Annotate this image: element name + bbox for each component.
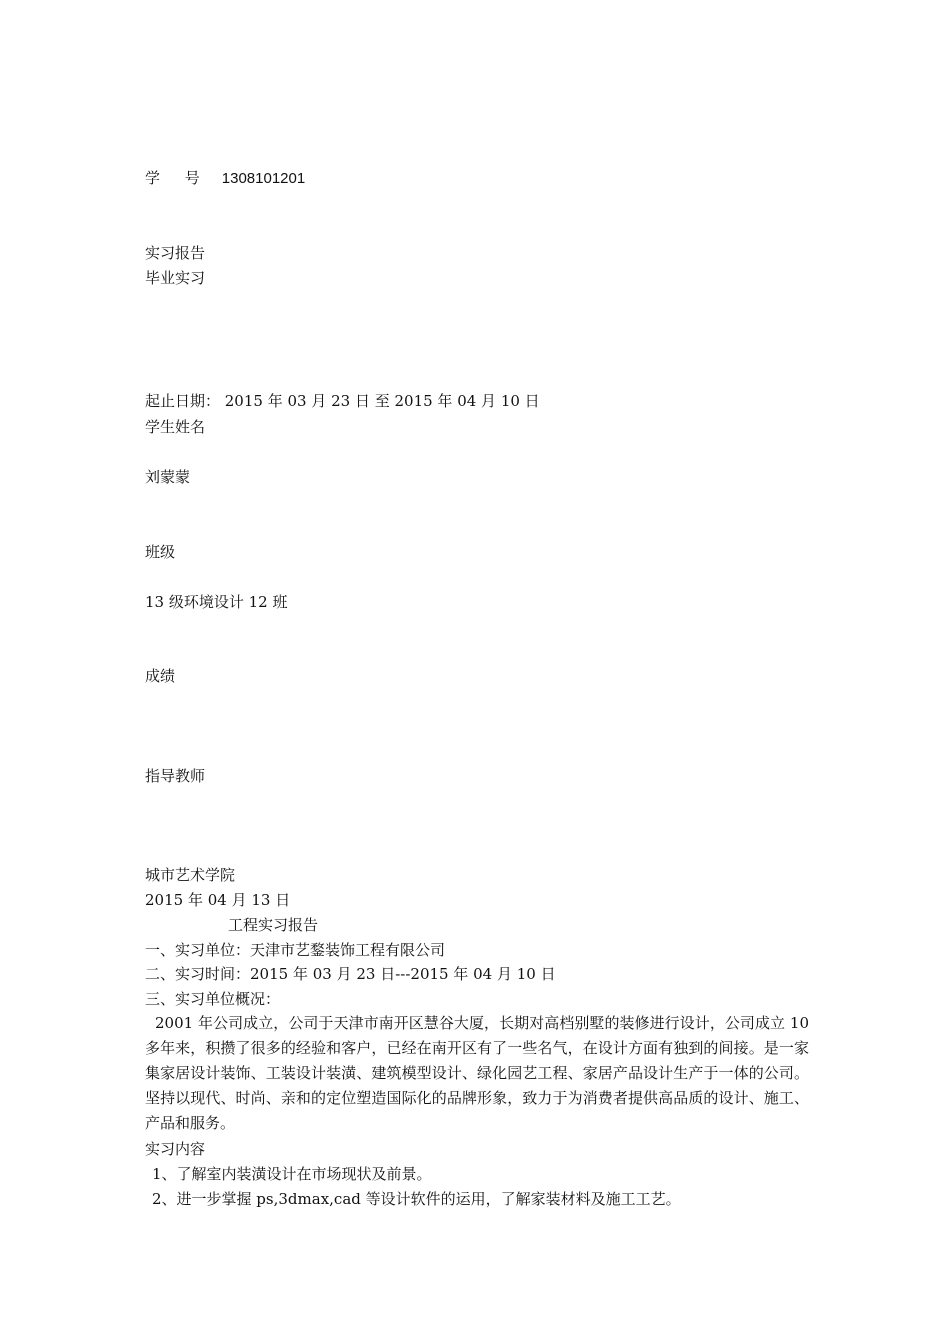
content-item: 2、进一步掌握 ps,3dmax,cad 等设计软件的运用，了解家装材料及施工工艺。 xyxy=(152,1190,681,1208)
student-name-value: 刘蒙蒙 xyxy=(145,468,191,486)
date-range: 起止日期： 2015 年 03 月 23 日 至 2015 年 04 月 10 日 xyxy=(145,392,540,410)
class-label: 班级 xyxy=(145,543,176,561)
student-id-row xyxy=(145,168,305,189)
report-title: 实习报告 xyxy=(145,244,206,262)
overview-heading: 三、实习单位概况： xyxy=(145,990,281,1008)
content-heading: 实习内容 xyxy=(145,1140,206,1158)
student-id-label: 学 号 xyxy=(145,169,210,187)
student-id-value: 1308101201 xyxy=(221,170,306,187)
overview-paragraph: 2001 年公司成立，公司于天津市南开区慧谷大厦，长期对高档别墅的装修进行设计，公司成立 10 多年来，积攒了很多的经验和客户，已经在南开区有了一些名气，在设计方面有独到的间接。是一家集家居设计装饰、工装设计装潢、建筑模型设计、绿化园艺工程、家居产品设计生产于一体的公司。坚持以现代、时尚、亲和的定位塑造国际化的品牌形象，致力于为消费者提供高品质的设计、施工、产品和服务。 xyxy=(145,1014,809,1132)
content-item: 1、了解室内装潢设计在市场现状及前景。 xyxy=(152,1165,432,1183)
cover-date: 2015 年 04 月 13 日 xyxy=(145,891,291,909)
report-heading: 工程实习报告 xyxy=(228,916,319,934)
report-subtitle: 毕业实习 xyxy=(145,269,206,287)
grade-label: 成绩 xyxy=(145,667,176,685)
advisor-label: 指导教师 xyxy=(145,767,206,785)
student-name-label: 学生姓名 xyxy=(145,418,206,436)
class-value: 13 级环境设计 12 班 xyxy=(145,593,288,611)
internship-time: 二、实习时间：2015 年 03 月 23 日---2015 年 04 月 10 日 xyxy=(145,965,556,983)
school-name: 城市艺术学院 xyxy=(145,866,236,884)
internship-unit: 一、实习单位：天津市艺鍪装饰工程有限公司 xyxy=(145,941,446,959)
